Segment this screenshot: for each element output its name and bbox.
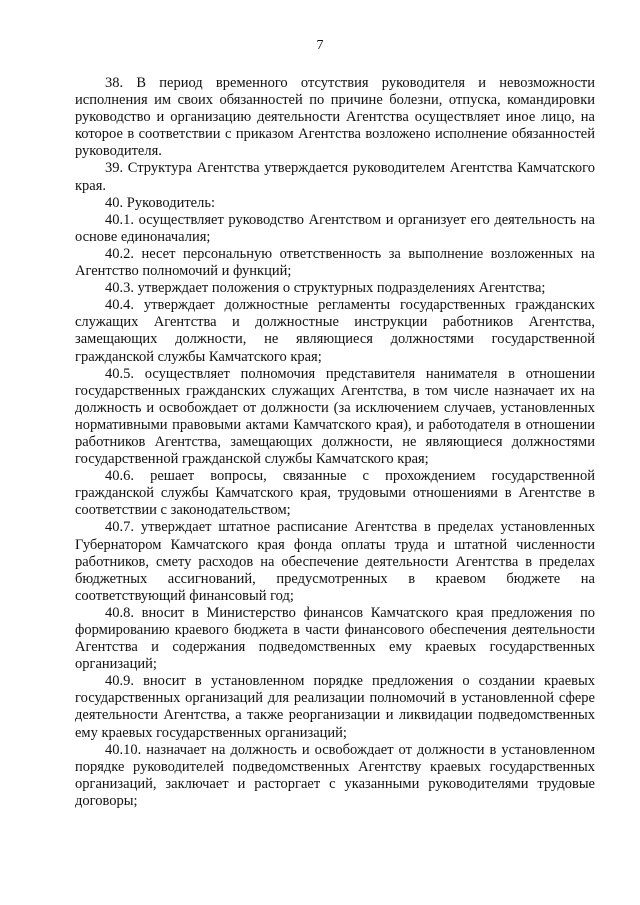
paragraph-40-7: 40.7. утверждает штатное расписание Агентства в пределах установленных Губернатором Камчатского края фонда оплаты труда и штатной численности работников, смету расходов на обеспечение деятельности Агентства в пределах бюджетных ассигнований, предусмотренных в краевом бюджете на соответствующий финансовый год; (75, 519, 595, 604)
page-number: 7 (316, 38, 324, 53)
paragraph-40-3: 40.3. утверждает положения о структурных подразделениях Агентства; (105, 280, 546, 297)
paragraph-40-9: 40.9. вносит в установленном порядке предложения о создании краевых государственных организаций для реализации полномочий в установленной сфере деятельности Агентства, а также реорганизации и ликвидации подведомственных ему краевых государственных организаций; (75, 673, 595, 741)
paragraph-40-10: 40.10. назначает на должность и освобождает от должности в установленном порядке руководителей подведомственных Агентству краевых государственных организаций, заключает и расторгает с указанными руководителями трудовые договоры; (75, 741, 595, 809)
paragraph-38: 38. В период временного отсутствия руководителя и невозможности исполнения им своих обязанностей по причине болезни, отпуска, командировки руководство и организацию деятельности Агентства осуществляет иное лицо, на которое в соответствии с приказом Агентства возложено исполнение обязанностей руководителя. (75, 75, 595, 160)
document-body (75, 75, 595, 810)
paragraph-40-4: 40.4. утверждает должностные регламенты государственных гражданских служащих Агентства и должностные инструкции работников Агентства, замещающих должности, не являющиеся должностями государственной гражданской службы Камчатского края; (75, 297, 595, 365)
paragraph-40-8: 40.8. вносит в Министерство финансов Камчатского края предложения по формированию краевого бюджета в части финансового обеспечения деятельности Агентства и содержания подведомственных ему краевых государственных организаций; (75, 604, 595, 673)
paragraph-40-1: 40.1. осуществляет руководство Агентством и организует его деятельность на основе единоначалия; (75, 211, 595, 245)
paragraph-40-5: 40.5. осуществляет полномочия представителя нанимателя в отношении государственных гражданских служащих Агентства, в том числе назначает их на должность и освобождает от должности (за исключением случаев, установленных нормативными правовыми актами Камчатского края), и работодателя в отношении работников Агентства, замещающих должности, не являющиеся должностями государственной гражданской службы Камчатского края; (75, 365, 595, 468)
paragraph-40: 40. Руководитель: (105, 194, 215, 211)
paragraph-39: 39. Структура Агентства утверждается руководителем Агентства Камчатского края. (75, 160, 595, 194)
paragraph-40-6: 40.6. решает вопросы, связанные с прохождением государственной гражданской службы Камчатского края, трудовыми отношениями в Агентстве в соответствии с законодательством; (75, 468, 595, 519)
paragraph-40-2: 40.2. несет персональную ответственность за выполнение возложенных на Агентство полномочий и функций; (75, 245, 595, 280)
